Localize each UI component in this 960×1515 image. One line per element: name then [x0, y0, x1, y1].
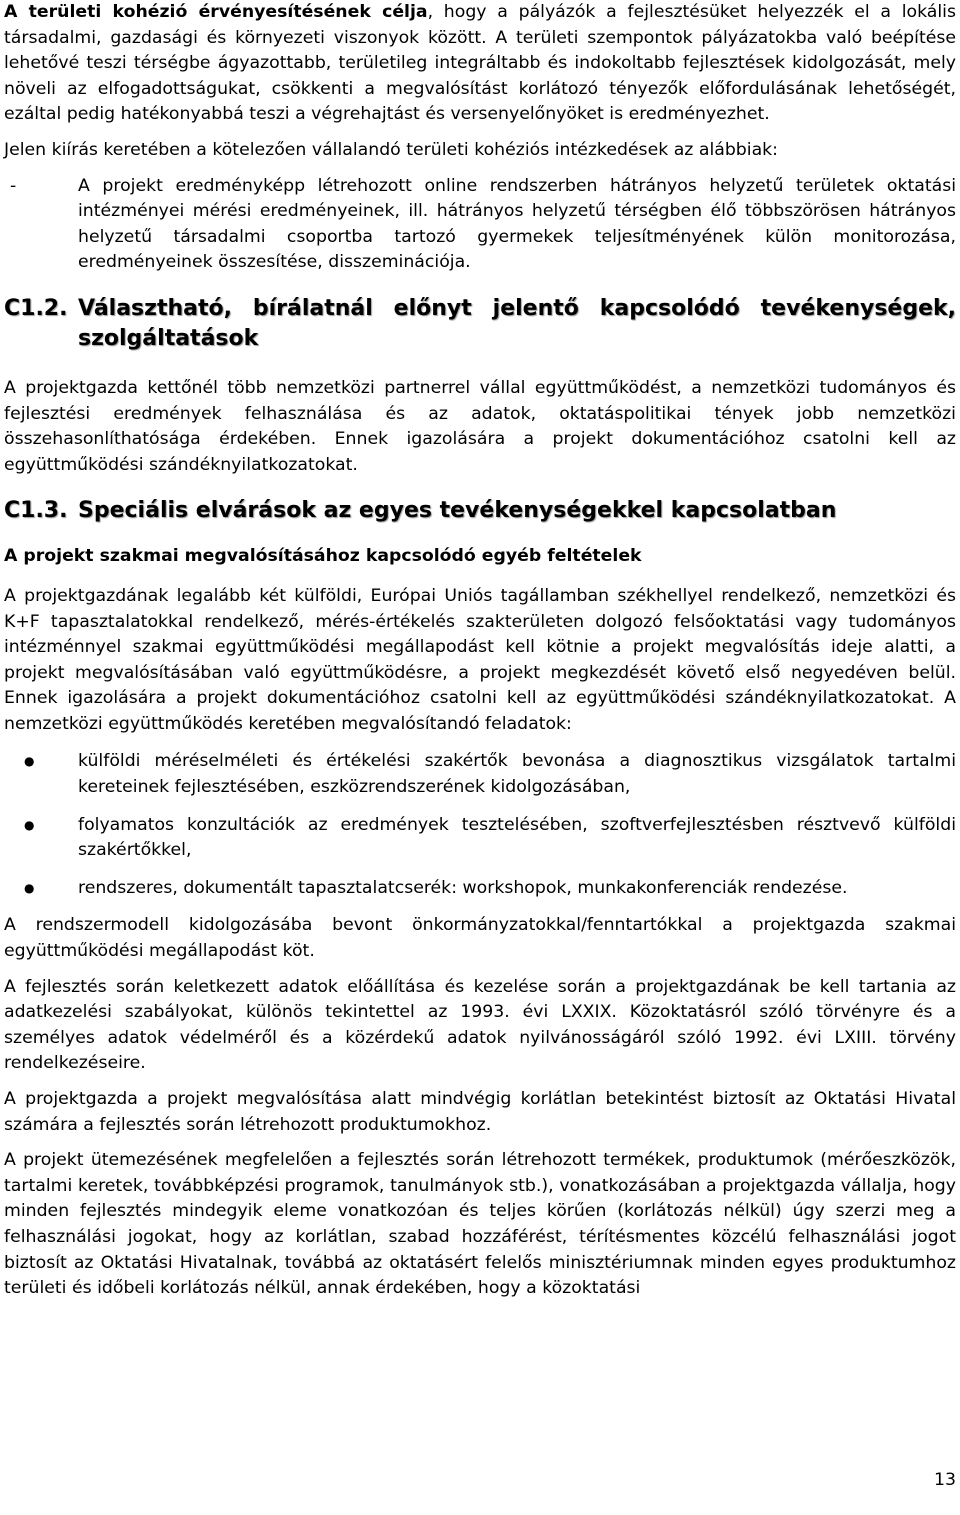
section-heading-c13: [4, 496, 956, 526]
section-number: C1.2.: [4, 295, 68, 321]
c12-paragraph: A projektgazda kettőnél több nemzetközi partnerrel vállal együttműködést, a nemzetközi tudományos és fejlesztési eredmények felhasználása és az adatok, oktatáspolitikai tények jobb nemzetközi összehasonlíthatósága érdekében. Ennek igazolására a projekt dokumentációhoz csatolni kell az együttműködési szándéknyilatkozatokat.: [4, 377, 956, 475]
c13-paragraph-2: A rendszermodell kidolgozásába bevont önkormányzatokkal/fenntartókkal a projektgazda szakmai együttműködési megállapodást köt.: [4, 915, 956, 962]
bullet-icon: ●: [24, 880, 35, 895]
intro-paragraph: [4, 0, 956, 128]
dash-list-item: [4, 174, 956, 276]
intro-bold-lead: A területi kohézió érvényesítésének célja: [4, 2, 428, 22]
dash-list: [4, 174, 956, 276]
bullet-text: külföldi méréselméleti és értékelési szakértők bevonása a diagnosztikus vizsgálatok tartalmi kereteinek fejlesztésében, eszközrendszerének kidolgozásában,: [78, 751, 956, 798]
section-title: Választható, bírálatnál előnyt jelentő kapcsolódó tevékenységek, szolgáltatások: [78, 295, 956, 351]
section-heading-c12: [4, 294, 956, 354]
bullet-icon: ●: [24, 754, 35, 769]
c13-paragraph-1: A projektgazdának legalább két külföldi, Európai Uniós tagállamban székhellyel rendelkező, nemzetközi és K+F tapasztalatokkal rendelkező, mérés-értékelés szakterületen dolgozó felsőoktatási vagy tudományos intézménnyel szakmai együttműködési megállapodást kell kötnie a projekt megvalósítás ideje alatti, a projekt megvalósításában való együttműködésre, a projekt megkezdését követő első negyedéven belül. Ennek igazolására a projekt dokumentációhoz csatolni kell az együttműködési szándéknyilatkozatokat. A nemzetközi együttműködés keretében megvalósítandó feladatok:: [4, 585, 956, 734]
bullet-item: [4, 876, 956, 902]
section-number: C1.3.: [4, 498, 68, 524]
dash-item-text: A projekt eredményképp létrehozott online rendszerben hátrányos helyzetű területek oktatási intézményei mérési eredményeinek, ill. hátrányos helyzetű térségben élő többszörösen hátrányos helyzetű társadalmi csoportba tartozó gyermekek teljesítményének külön monitorozása, eredményeinek összesítése, disszeminációja.: [78, 175, 956, 273]
bullet-icon: ●: [24, 817, 35, 832]
bullet-item: [4, 813, 956, 864]
subheading: A projekt szakmai megvalósításához kapcsolódó egyéb feltételek: [4, 546, 642, 567]
bullet-text: folyamatos konzultációk az eredmények tesztelésében, szoftverfejlesztésben résztvevő külföldi szakértőkkel,: [78, 814, 956, 861]
bullet-item: [4, 749, 956, 800]
intro-text: , hogy a pályázók a fejlesztésüket helyezzék el a lokális társadalmi, gazdasági és környezeti viszonyok között. A területi szempontok pályázatokba való beépítése lehetővé teszi térségbe ágyazottabb, területileg integráltabb és indokoltabb fejlesztések kidolgozását, mely növeli az elfogadottságukat, csökkenti a megvalósítást korlátozó tényezők előfordulásának lehetőségét, ezáltal pedig hatékonyabbá teszi a végrehajtást és versenyelőnyöket is eredményezhet.: [4, 2, 956, 125]
c13-paragraph-4: A projektgazda a projekt megvalósítása alatt mindvégig korlátlan betekintést biztosít az Oktatási Hivatal számára a fejlesztés során létrehozott produktumokhoz.: [4, 1089, 956, 1135]
obligatory-measures-intro: Jelen kiírás keretében a kötelezően vállalandó területi kohéziós intézkedések az alábbiak:: [4, 139, 778, 160]
bullet-list: [4, 749, 956, 901]
c13-paragraph-3: A fejlesztés során keletkezett adatok előállítása és kezelése során a projektgazdának be kell tartania az adatkezelési szabályokat, különös tekintettel az 1993. évi LXXIX. Közoktatásról szóló törvényre és a személyes adatok védelméről és a közérdekű adatok nyilvánosságáról szóló 1992. évi LXIII. törvény rendelkezéseire.: [4, 976, 956, 1074]
bullet-text: rendszeres, dokumentált tapasztalatcserék: workshopok, munkakonferenciák rendezése.: [78, 877, 848, 898]
dash-marker: -: [10, 175, 17, 196]
c13-paragraph-5: A projekt ütemezésének megfelelően a fejlesztés során létrehozott termékek, produktumok (mérőeszközök, tartalmi keretek, továbbképzési programok, tanulmányok stb.), vonatkozásában a projektgazda vállalja, hogy minden fejlesztés mindegyik eleme vonatkozóan és teljes körűen (korlátozás nélkül) úgy szerzi meg a felhasználási jogokat, hogy az korlátlan, szabad hozzáférést, térítésmentes közcélú felhasználási jogot biztosít az Oktatási Hivatalnak, továbbá az oktatásért felelős minisztériumnak minden egyes produktumhoz területi és időbeli korlátozás nélkül, annak érdekében, hogy a közoktatási: [4, 1150, 956, 1299]
page-number: 13: [934, 1470, 956, 1490]
section-title: Speciális elvárások az egyes tevékenységekkel kapcsolatban: [78, 498, 837, 524]
